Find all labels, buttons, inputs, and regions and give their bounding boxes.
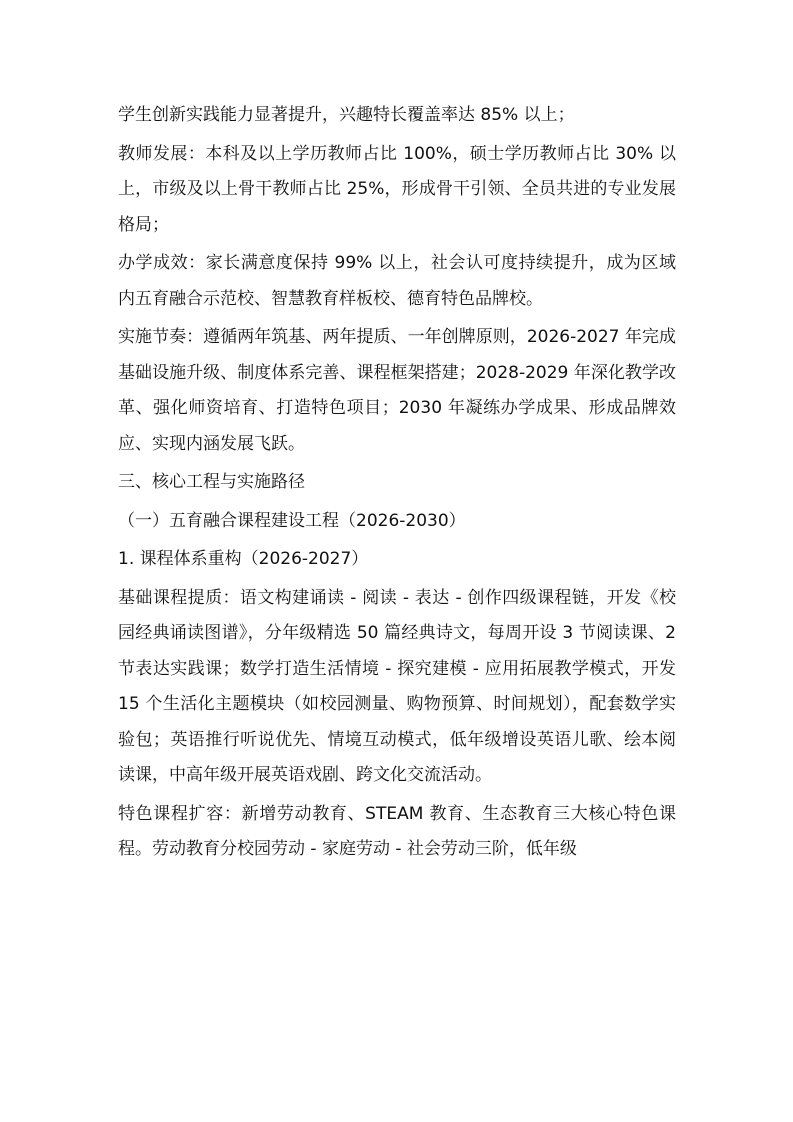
paragraph-featured-curriculum: 特色课程扩容：新增劳动教育、STEAM 教育、生态教育三大核心特色课程。劳动教育分校园劳动 - 家庭劳动 - 社会劳动三阶，低年级 [118,803,676,859]
document-body [118,98,682,871]
paragraph-basic-curriculum: 基础课程提质：语文构建诵读 - 阅读 - 表达 - 创作四级课程链，开发《校园经典诵读图谱》，分年级精选 50 篇经典诗文，每周开设 3 节阅读课、2 节表达实践课；数学打造生活情境 - 探究建模 - 应用拓展教学模式，开发 15 个生活化主题模块（如校园测量、购物预算、时间规划），配套数学实验包；英语推行听说优先、情境互动模式，低年级增设英语儿歌、绘本阅读课，中高年级开展英语戏剧、跨文化交流活动。 [118,587,682,785]
paragraph-school-outcomes: 办学成效：家长满意度保持 99% 以上，社会认可度持续提升，成为区域内五育融合示范校、智慧教育样板校、德育特色品牌校。 [118,253,676,309]
paragraph-teacher-development: 教师发展：本科及以上学历教师占比 100%，硕士学历教师占比 30% 以上，市级及以上骨干教师占比 25%，形成骨干引领、全员共进的专业发展格局； [118,143,676,235]
section-heading-core-projects: 三、核心工程与实施路径 [118,472,305,492]
item-heading-curriculum-restructure: 1. 课程体系重构（2026-2027） [118,549,369,569]
paragraph-implementation-pace: 实施节奏：遵循两年筑基、两年提质、一年创牌原则，2026-2027 年完成基础设施升级、制度体系完善、课程框架搭建；2028-2029 年深化教学改革、强化师资培育、打造特色项目；2030 年凝练办学成果、形成品牌效应、实现内涵发展飞跃。 [118,327,676,454]
subsection-heading-curriculum-project: （一）五育融合课程建设工程（2026-2030） [118,510,466,531]
paragraph-student-innovation: 学生创新实践能力显著提升，兴趣特长覆盖率达 85% 以上； [118,105,575,125]
